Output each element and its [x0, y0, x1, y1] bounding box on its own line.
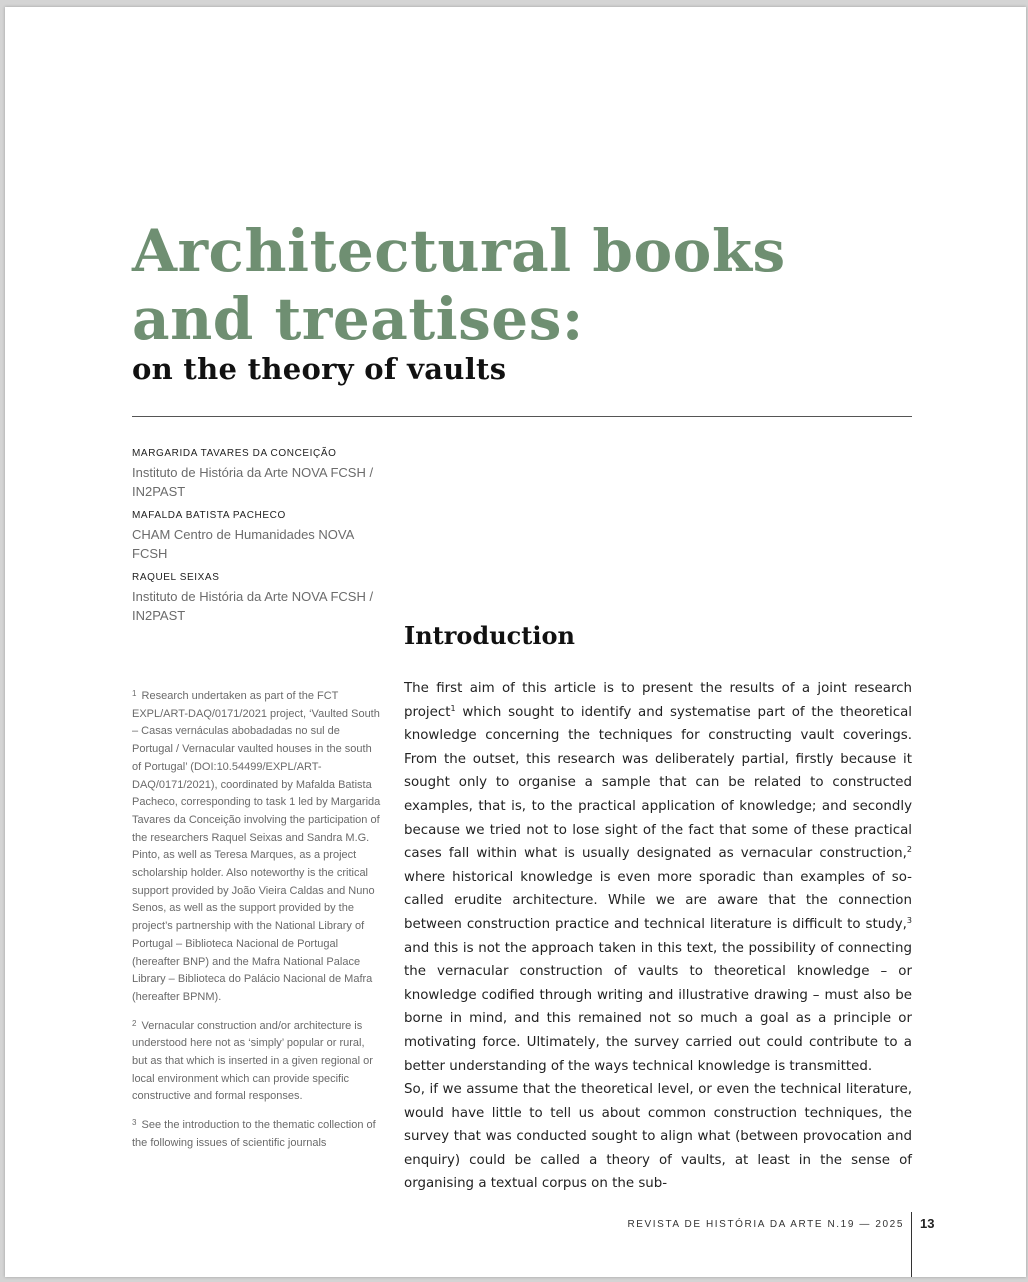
body-paragraph: So, if we assume that the theoretical level, or even the technical literature, would have little to tell us about common construction techniques, the survey that was conducted sought to align what (between provocation and enquiry) could be called a theory of vaults, at least in the sense of organising a textual corpus on the sub- [404, 1082, 912, 1192]
footnote-reference[interactable]: 2 [906, 845, 912, 855]
footnote-number: 2 [132, 1018, 137, 1028]
author-entry [132, 447, 387, 501]
footnote-number: 3 [132, 1118, 137, 1128]
author-entry [132, 509, 387, 563]
author-name: RAQUEL SEIXAS [132, 572, 220, 583]
footnote-text: See the introduction to the thematic collection of the following issues of scientific journals [132, 1119, 376, 1149]
author-entry [132, 571, 387, 625]
author-affiliation: CHAM Centro de Humanidades NOVA FCSH [132, 527, 354, 561]
body-text-segment: and this is not the approach taken in this text, the possibility of connecting the vernacular construction of vaults to theoretical knowledge – or knowledge codified through writing and illustrative drawing – must also be borne in mind, and this remained not so much a goal as a principle or motivating force. Ultimately, the survey carried out could contribute to a better understanding of the ways technical knowledge is transmitted. [404, 940, 912, 1074]
footnote [132, 1015, 382, 1107]
footnotes-column [132, 685, 382, 1161]
document-page [5, 7, 1026, 1277]
author-affiliation: Instituto de História da Arte NOVA FCSH / IN2PAST [132, 465, 374, 499]
footnote-reference[interactable]: 1 [450, 703, 456, 713]
body-text-segment: which sought to identify and systematise part of the theoretical knowledge concerning the techniques for constructing vault coverings. From the outset, this research was deliberately partial, firstly because it sought only to organise a sample that can be related to constructed examples, that is, to the practical application of knowledge; and secondly because we tried not to lose sight of the fact that some of these practical cases fall within what is usually designated as vernacular construction, [404, 704, 912, 862]
body-text [404, 677, 912, 1196]
section-heading: Introduction [404, 621, 575, 650]
title-divider [132, 416, 912, 417]
author-name: MAFALDA BATISTA PACHECO [132, 510, 286, 521]
author-affiliation: Instituto de História da Arte NOVA FCSH / IN2PAST [132, 589, 374, 623]
article-title [132, 217, 892, 353]
body-text-segment: where historical knowledge is even more sporadic than examples of so-called erudite architecture. While we are aware that the connection between construction practice and technical literature is difficult to study, [404, 869, 912, 932]
article-subtitle: on the theory of vaults [132, 352, 507, 386]
body-text-segment: The first aim of this article is to present the results of a joint research project [404, 681, 912, 720]
footnote-reference[interactable]: 3 [906, 915, 912, 925]
footer-journal-title: REVISTA DE HISTÓRIA DA ARTE N.19 — 2025 [627, 1219, 904, 1230]
author-list [132, 447, 387, 633]
page-number: 13 [920, 1216, 935, 1231]
footnote-number: 1 [132, 689, 137, 698]
body-paragraph [404, 677, 912, 1078]
title-line-1: Architectural books [132, 217, 786, 285]
title-line-2: and treatises: [132, 285, 584, 353]
author-name: MARGARIDA TAVARES DA CONCEIÇÃO [132, 448, 337, 459]
footnote-text: Research undertaken as part of the FCT EXPL/ART-DAQ/0171/2021 project, ‘Vaulted South – Casas vernáculas abobadadas no sul de Portugal / Vernacular vaulted houses in the south of Portugal’ (DOI:10.54499/EXPL/ART-DAQ/0171/2021), coordinated by Mafalda Batista Pacheco, corresponding to task 1 led by Margarida Tavares da Conceição involving the participation of the researchers Raquel Seixas and Sandra M.G. Pinto, as well as Teresa Marques, as a project scholarship holder. Also noteworthy is the critical support provided by João Vieira Caldas and Nuno Senos, as well as the support provided by the project’s partnership with the National Library of Portugal – Biblioteca Nacional de Portugal (hereafter BNP) and the Mafra National Palace Library – Biblioteca do Palácio Nacional de Mafra (hereafter BPNM). [132, 690, 381, 1003]
footer-divider [911, 1212, 912, 1277]
footnote-text: Vernacular construction and/or architecture is understood here not as ‘simply’ popular or rural, but as that which is inserted in a given regional or local environment which can provide specific constructive and formal responses. [132, 1019, 373, 1103]
footnote [132, 685, 382, 1007]
footnote [132, 1114, 382, 1152]
